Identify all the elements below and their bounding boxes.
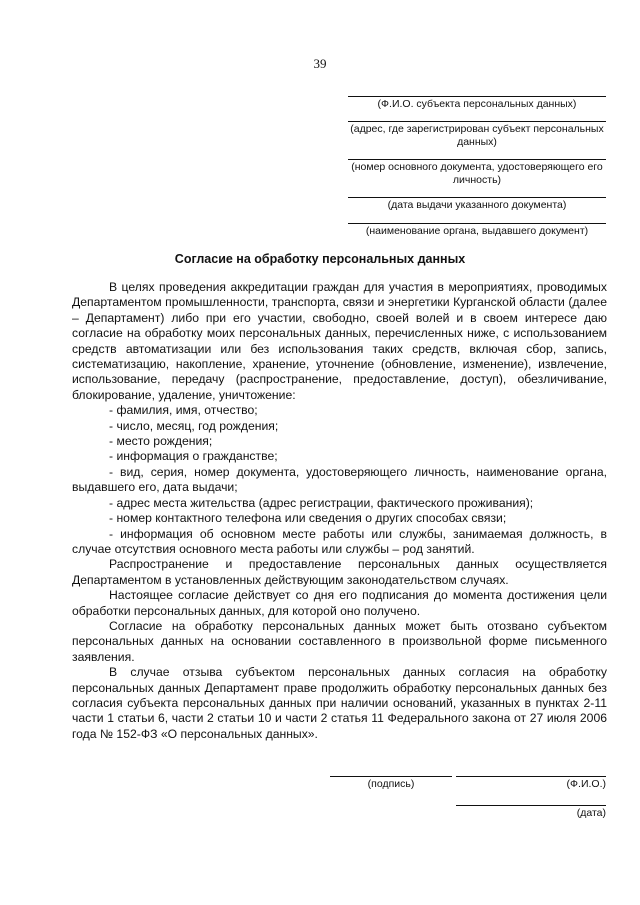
consent-body xyxy=(72,280,607,742)
header-field-address: (адрес, где зарегистрирован субъект персональных данных) xyxy=(348,121,606,149)
list-item: - фамилия, имя, отчество; xyxy=(109,403,258,418)
intro-paragraph: В целях проведения аккредитации граждан для участия в мероприятиях, проводимых Департаментом промышленности, транспорта, связи и энергетики Курганской области (далее – Департамент) либо при его участии, свободно, своей волей и в своем интересе даю согласие на обработку моих персональных данных, перечисленных ниже, с использованием средств автоматизации или без использования таких средств, включая сбор, запись, систематизацию, накопление, хранение, уточнение (обновление, изменение), извлечение, использование, передачу (распространение, предоставление, доступ), обезличивание, блокирование, удаление, уничтожение: xyxy=(72,280,607,402)
paragraph-distribution: Распространение и предоставление персональных данных осуществляется Департаментом в установленных действующим законодательством случаях. xyxy=(72,557,607,587)
date-label: (дата) xyxy=(456,805,606,819)
list-item: - вид, серия, номер документа, удостоверяющего личность, наименование органа, выдавшего его, дата выдачи; xyxy=(72,464,607,495)
fio-label: (Ф.И.О.) xyxy=(456,776,606,790)
list-item: - место рождения; xyxy=(109,434,213,449)
header-field-issuing-authority: (наименование органа, выдавшего документ) xyxy=(348,223,606,238)
header-field-document-number: (номер основного документа, удостоверяющего его личность) xyxy=(348,159,606,187)
header-field-fio: (Ф.И.О. субъекта персональных данных) xyxy=(348,96,606,111)
signature-label: (подпись) xyxy=(330,776,452,790)
paragraph-continued-processing: В случае отзыва субъектом персональных данных согласия на обработку персональных данных Департамент праве продолжить обработку персональных данных без согласия субъекта персональных данных при наличии оснований, указанных в пунктах 2-11 части 1 статьи 6, части 2 статьи 10 и части 2 статья 11 Федерального закона от 27 июля 2006 года № 152-ФЗ «О персональных данных». xyxy=(72,665,607,741)
list-item: - информация об основном месте работы или службы, занимаемая должность, в случае отсутствия основного места работы или службы – род занятий. xyxy=(72,526,607,556)
list-item: - адрес места жительства (адрес регистрации, фактического проживания); xyxy=(109,495,534,510)
paragraph-validity: Настоящее согласие действует со дня его подписания до момента достижения цели обработки персональных данных, для которой оно получено. xyxy=(72,588,607,618)
header-field-issue-date: (дата выдачи указанного документа) xyxy=(348,197,606,212)
page-number: 39 xyxy=(313,56,327,71)
paragraph-revocation: Согласие на обработку персональных данных может быть отозвано субъектом персональных данных на основании составленного в произвольной форме письменного заявления. xyxy=(72,618,607,664)
list-item: - информация о гражданстве; xyxy=(109,449,278,464)
list-item: - номер контактного телефона или сведения о других способах связи; xyxy=(109,511,507,526)
document-title: Согласие на обработку персональных данных xyxy=(174,252,466,266)
list-item: - число, месяц, год рождения; xyxy=(109,418,279,433)
